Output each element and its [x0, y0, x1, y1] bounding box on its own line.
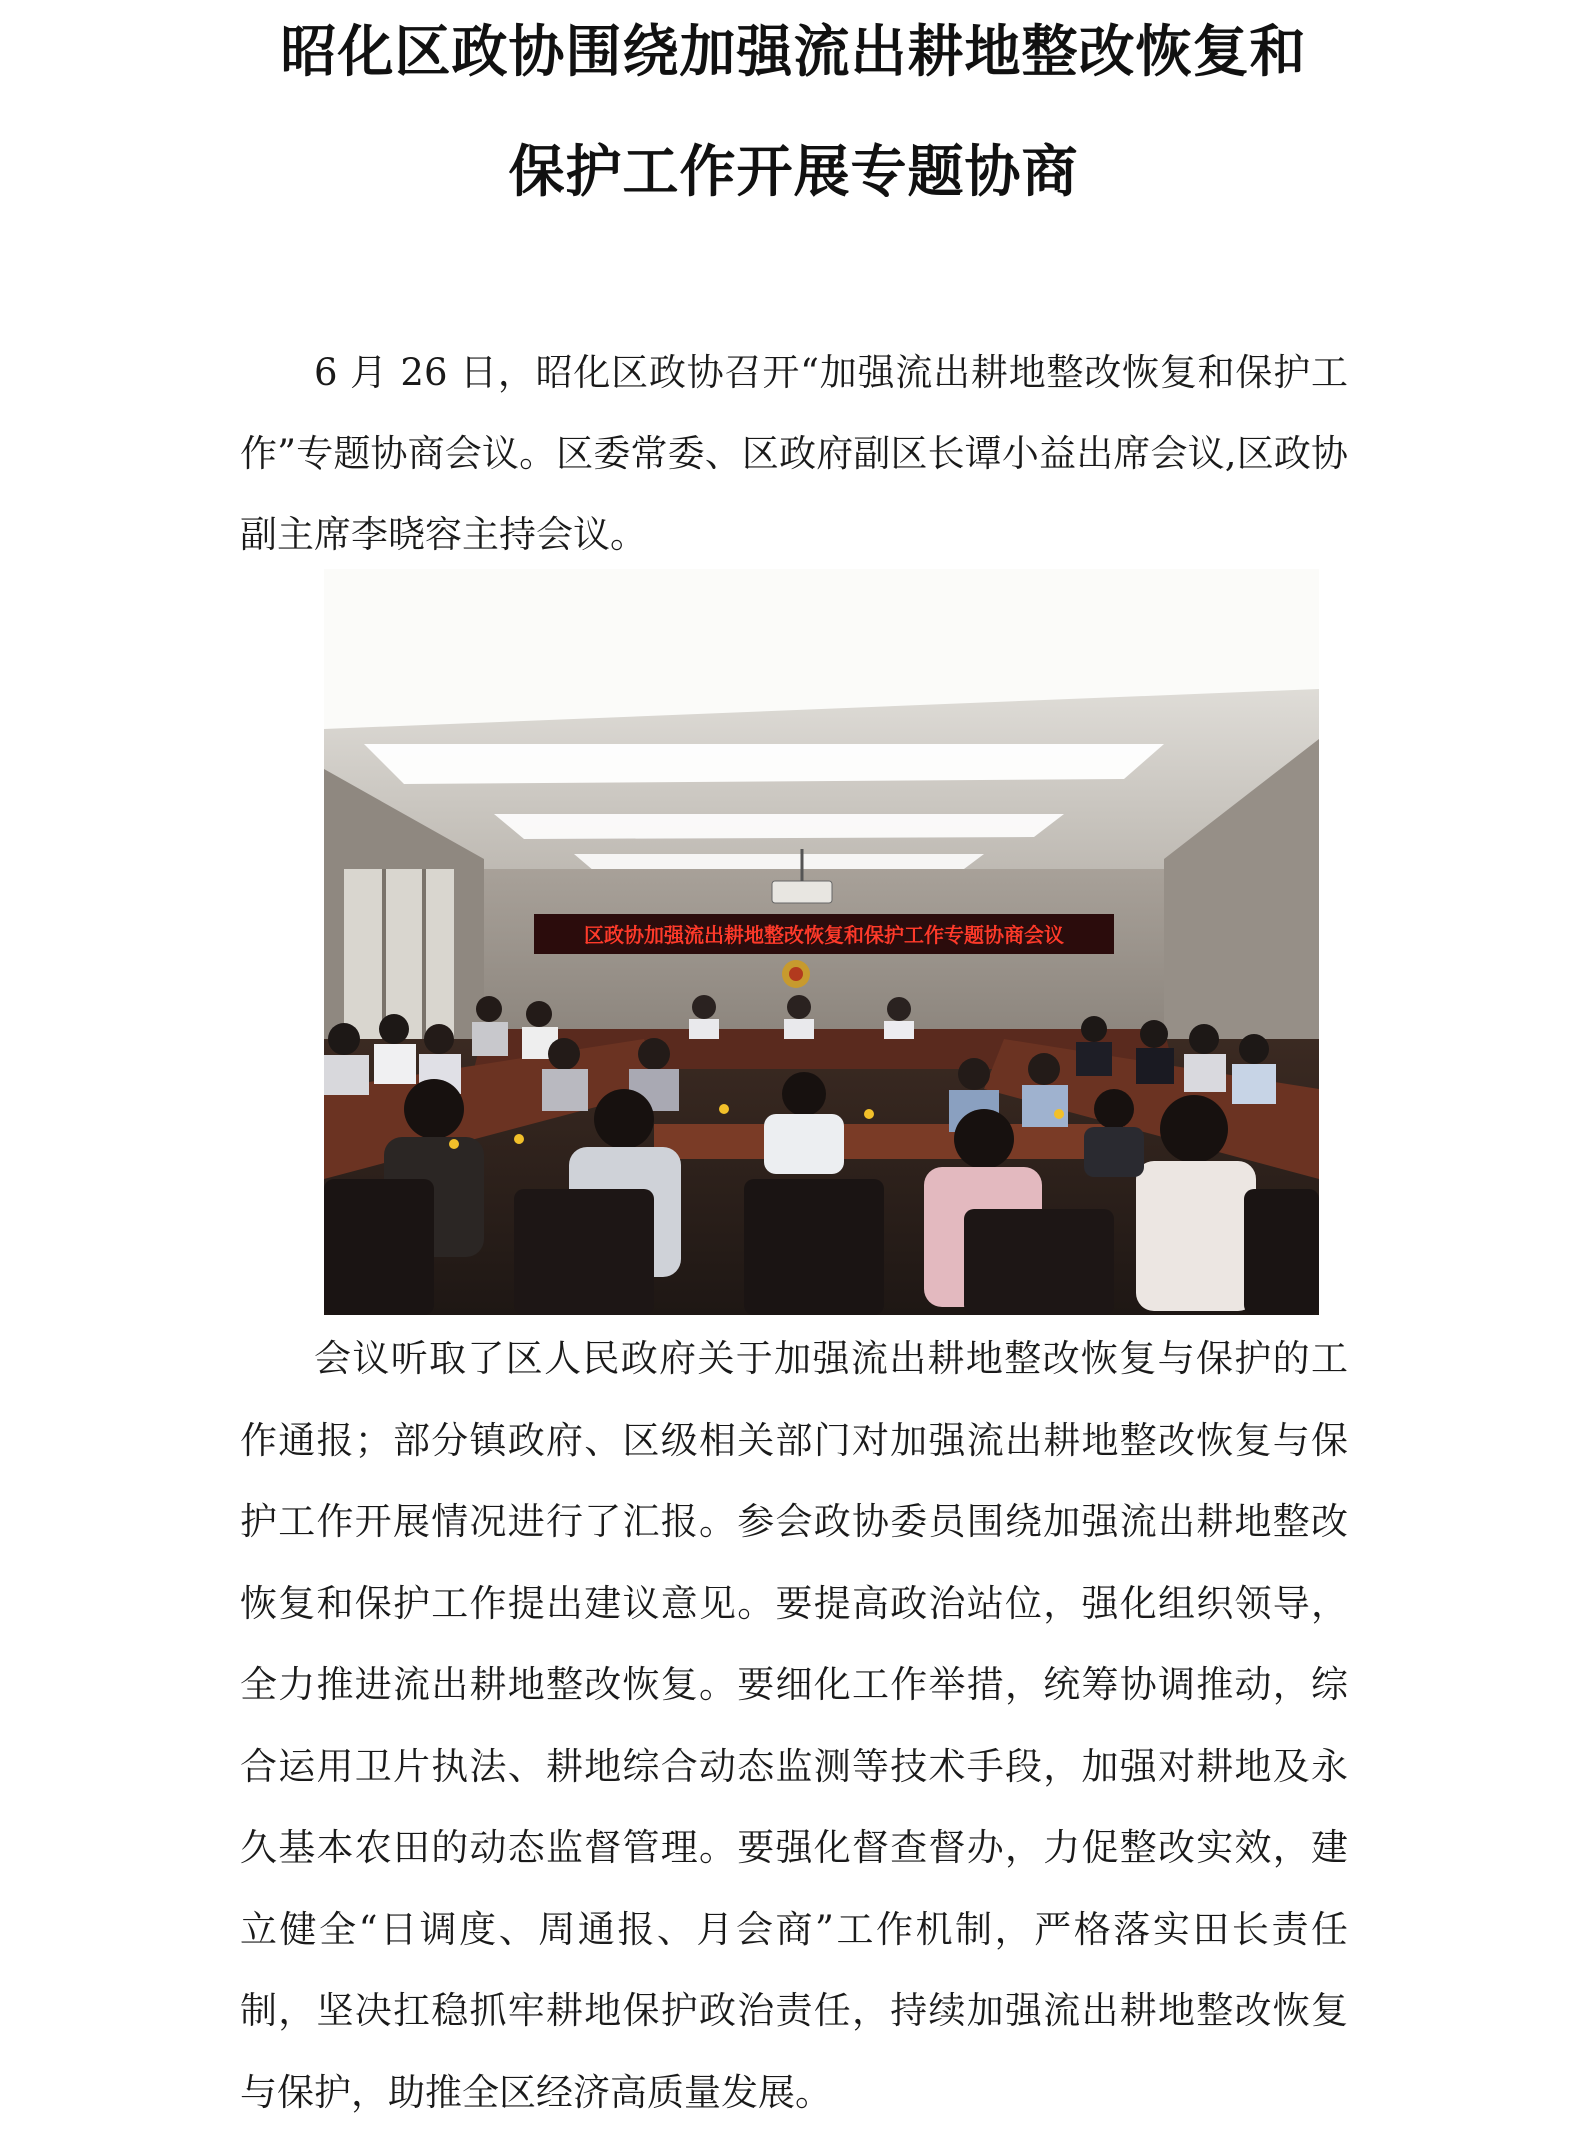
- front-table: [654, 1124, 1124, 1159]
- ceiling-light-3: [494, 814, 1064, 839]
- title-line-1: 昭化区政协围绕加强流出耕地整改恢复和: [280, 19, 1307, 85]
- title-line-2: 保护工作开展专题协商: [508, 139, 1079, 205]
- ceiling-light-2: [364, 744, 1164, 784]
- paragraph-body: 会议听取了区人民政府关于加强流出耕地整改恢复与保护的工作通报；部分镇政府、区级相关部门对加强流出耕地整改恢复与保护工作开展情况进行了汇报。参会政协委员围绕加强流出耕地整改恢复和保护工作提出建议意见。要提高政治站位，强化组织领导，全力推进流出耕地整改恢复。要细化工作举措，统筹协调推动，综合运用卫片执法、耕地综合动态监测等技术手段，加强对耕地及永久基本农田的动态监督管理。要强化督查督办，力促整改实效，建立健全“日调度、周通报、月会商”工作机制，严格落实田长责任制，坚决扛稳抓牢耕地保护政治责任，持续加强流出耕地整改恢复与保护，助推全区经济高质量发展。: [240, 1337, 1348, 2114]
- paragraph-intro: 6 月 26 日，昭化区政协召开“加强流出耕地整改恢复和保护工作”专题协商会议。区委常委、区政府副区长谭小益出席会议,区政协副主席李晓容主持会议。: [240, 351, 1348, 556]
- ceiling-light-4: [574, 854, 984, 871]
- meeting-photo: [324, 569, 1319, 1315]
- projector: [772, 881, 832, 903]
- led-banner-text: 区政协加强流出耕地整改恢复和保护工作专题协商会议: [584, 923, 1064, 947]
